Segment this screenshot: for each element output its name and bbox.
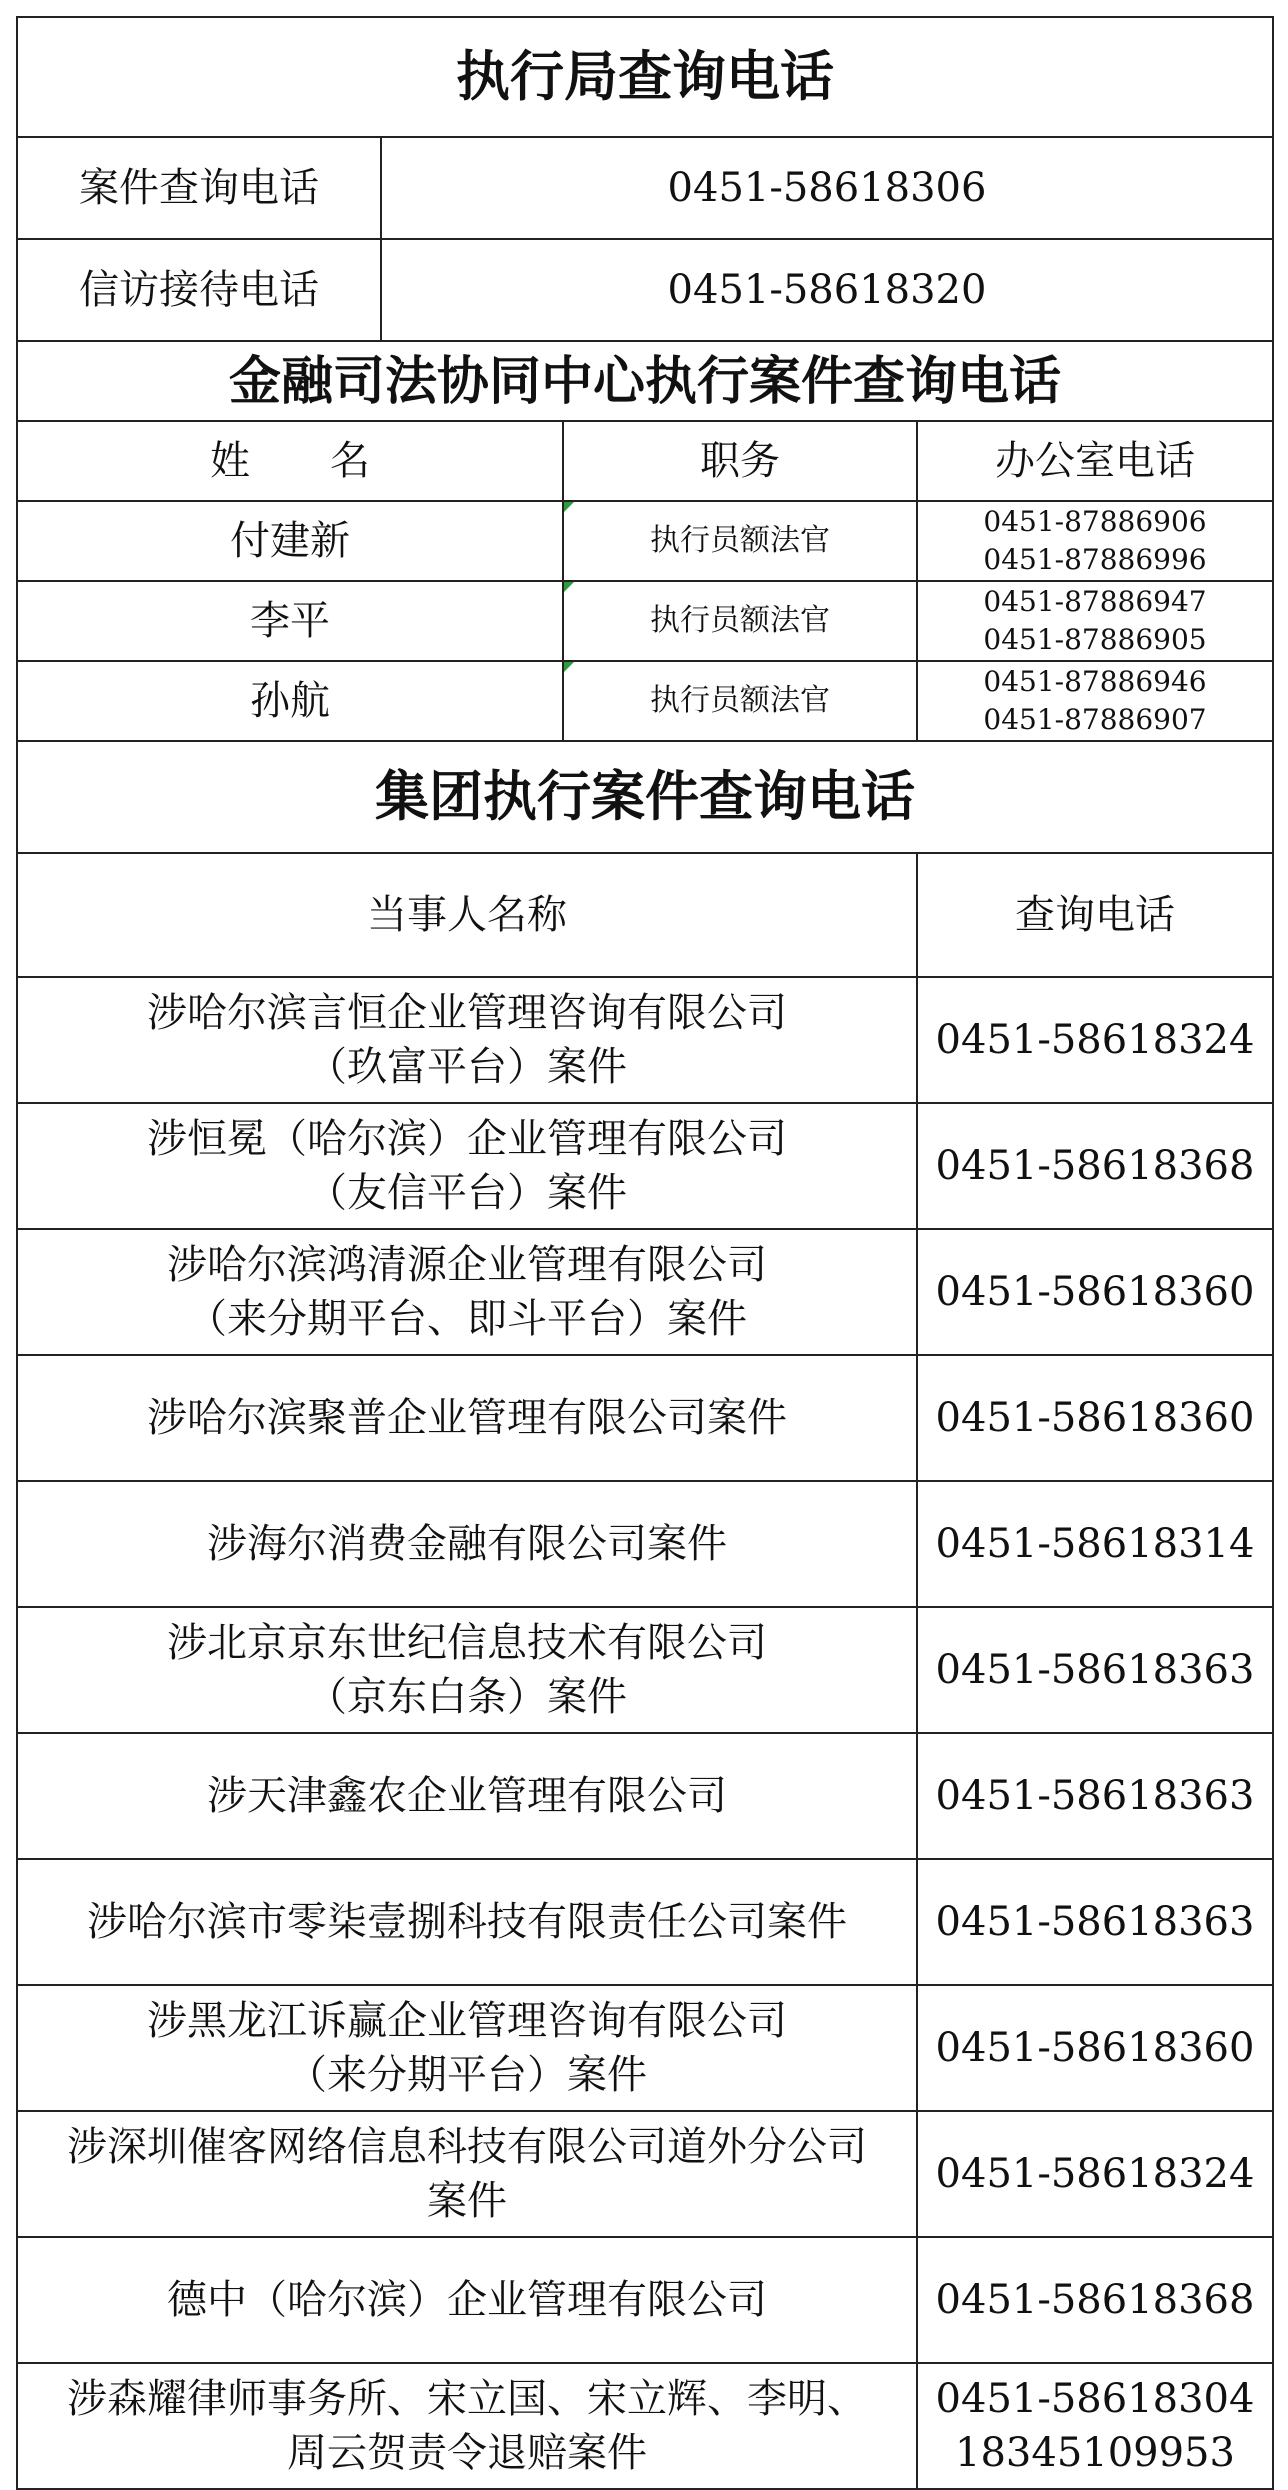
case-phone: 0451-58618363	[917, 1859, 1273, 1985]
judge-phones	[917, 581, 1273, 661]
case-phone: 0451-58618360	[917, 1229, 1273, 1355]
cell-comment-marker	[564, 662, 574, 672]
case-phone: 0451-58618360	[917, 1985, 1273, 2111]
case-party-line1: 涉深圳催客网络信息科技有限公司道外分公司	[67, 2124, 867, 2170]
enforcement-bureau-table	[16, 16, 1274, 342]
financial-judicial-center-table	[16, 340, 1274, 742]
case-party-line1: 涉海尔消费金融有限公司案件	[207, 1521, 727, 1567]
case-inquiry-label: 案件查询电话	[17, 137, 381, 239]
judge-phone-1: 0451-87886947	[983, 585, 1207, 619]
judge-phone-2: 0451-87886905	[983, 623, 1207, 656]
case-party-line1: 涉恒冕（哈尔滨）企业管理有限公司	[147, 1116, 787, 1162]
case-party-line1: 涉哈尔滨聚普企业管理有限公司案件	[147, 1395, 787, 1441]
case-phone: 0451-58618368	[917, 2237, 1273, 2363]
case-inquiry-phone: 0451-58618306	[381, 137, 1273, 239]
case-phone: 0451-58618324	[917, 2111, 1273, 2237]
judge-name: 孙航	[17, 661, 563, 741]
judge-role	[563, 661, 917, 741]
case-phone: 0451-58618368	[917, 1103, 1273, 1229]
case-phones	[917, 2363, 1273, 2489]
financial-judicial-center-title: 金融司法协同中心执行案件查询电话	[17, 341, 1273, 421]
judge-role	[563, 501, 917, 581]
judge-role	[563, 581, 917, 661]
case-phone-2: 18345109953	[955, 2430, 1235, 2476]
header-party-name: 当事人名称	[17, 853, 917, 977]
case-phone: 0451-58618314	[917, 1481, 1273, 1607]
judge-phone-2: 0451-87886996	[983, 543, 1207, 576]
judge-role-text: 执行员额法官	[650, 603, 830, 639]
header-office-phone: 办公室电话	[917, 421, 1273, 501]
case-party-line2: 周云贺责令退赔案件	[287, 2430, 647, 2476]
phone-directory-sheet	[16, 16, 1272, 2490]
case-party-line1: 涉哈尔滨市零柒壹捌科技有限责任公司案件	[87, 1899, 847, 1945]
judge-role-text: 执行员额法官	[650, 683, 830, 719]
judge-phone-1: 0451-87886906	[983, 505, 1207, 539]
case-party	[17, 1229, 917, 1355]
enforcement-bureau-title: 执行局查询电话	[17, 17, 1273, 137]
case-party	[17, 2237, 917, 2363]
case-party	[17, 1859, 917, 1985]
case-phone: 0451-58618324	[917, 977, 1273, 1103]
case-party-line1: 涉天津鑫农企业管理有限公司	[207, 1773, 727, 1819]
petition-reception-phone: 0451-58618320	[381, 239, 1273, 341]
case-party	[17, 1733, 917, 1859]
case-party	[17, 2363, 917, 2489]
judge-name: 李平	[17, 581, 563, 661]
case-party	[17, 1607, 917, 1733]
group-cases-title: 集团执行案件查询电话	[17, 741, 1273, 853]
judge-role-text: 执行员额法官	[650, 523, 830, 559]
case-party-line1: 涉黑龙江诉赢企业管理咨询有限公司	[147, 1998, 787, 2044]
header-inquiry-phone: 查询电话	[917, 853, 1273, 977]
case-phone: 0451-58618363	[917, 1733, 1273, 1859]
case-party-line1: 涉哈尔滨言恒企业管理咨询有限公司	[147, 990, 787, 1036]
judge-phone-2: 0451-87886907	[983, 703, 1207, 736]
judge-phone-1: 0451-87886946	[983, 665, 1207, 699]
case-party	[17, 1985, 917, 2111]
case-party-line2: （友信平台）案件	[307, 1170, 627, 1216]
case-phone: 0451-58618360	[917, 1355, 1273, 1481]
cell-comment-marker	[564, 502, 574, 512]
case-party-line2: （京东白条）案件	[307, 1674, 627, 1720]
case-party	[17, 2111, 917, 2237]
case-party-line2: 案件	[427, 2178, 507, 2224]
case-party	[17, 1481, 917, 1607]
judge-phones	[917, 501, 1273, 581]
case-phone: 0451-58618363	[917, 1607, 1273, 1733]
case-party	[17, 977, 917, 1103]
cell-comment-marker	[564, 582, 574, 592]
case-party	[17, 1355, 917, 1481]
case-party-line1: 涉森耀律师事务所、宋立国、宋立辉、李明、	[67, 2376, 867, 2422]
petition-reception-label: 信访接待电话	[17, 239, 381, 341]
judge-name: 付建新	[17, 501, 563, 581]
case-party-line2: （玖富平台）案件	[307, 1044, 627, 1090]
case-party-line1: 涉北京京东世纪信息技术有限公司	[167, 1620, 767, 1666]
case-party-line1: 德中（哈尔滨）企业管理有限公司	[167, 2277, 767, 2323]
case-party-line2: （来分期平台）案件	[287, 2052, 647, 2098]
judge-phones	[917, 661, 1273, 741]
header-name: 姓 名	[17, 421, 563, 501]
group-cases-table	[16, 740, 1274, 2490]
case-phone-1: 0451-58618304	[935, 2376, 1255, 2422]
case-party	[17, 1103, 917, 1229]
header-role: 职务	[563, 421, 917, 501]
case-party-line1: 涉哈尔滨鸿清源企业管理有限公司	[167, 1242, 767, 1288]
case-party-line2: （来分期平台、即斗平台）案件	[187, 1296, 747, 1342]
